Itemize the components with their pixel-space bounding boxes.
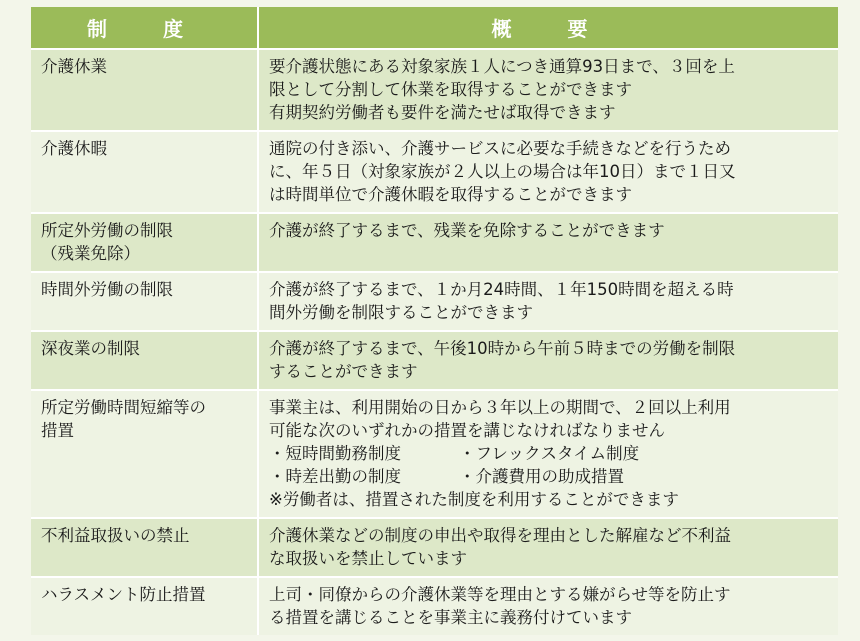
table-row — [31, 331, 838, 390]
summary-line: に、年５日（対象家族が２人以上の場合は年10日）まで１日又 — [269, 162, 736, 181]
summary-line: は時間単位で介護休暇を取得することができます — [269, 185, 632, 204]
summary-line: 事業主は、利用開始の日から３年以上の期間で、２回以上利用 — [269, 398, 731, 417]
row-name: 不利益取扱いの禁止 — [41, 526, 190, 545]
option-item: ・フレックスタイム制度 — [459, 444, 640, 463]
header-system: 制 度 — [31, 7, 258, 49]
option-pair — [269, 442, 830, 465]
table-row — [31, 390, 838, 518]
row-summary-cell — [258, 331, 838, 390]
summary-line: る措置を講じることを事業主に義務付けています — [269, 608, 632, 627]
summary-line: 介護が終了するまで、残業を免除することができます — [269, 221, 665, 240]
summary-line: 可能な次のいずれかの措置を講じなければなりません — [269, 421, 665, 440]
summary-line: 有期契約労働者も要件を満たせば取得できます — [269, 103, 616, 122]
option-pair — [269, 465, 830, 488]
row-summary-cell — [258, 518, 838, 577]
row-name-sub: 措置 — [41, 421, 74, 440]
care-system-table — [31, 7, 838, 635]
summary-line: 上司・同僚からの介護休業等を理由とする嫌がらせ等を防止す — [269, 585, 731, 604]
row-name-cell — [31, 331, 258, 390]
row-summary-cell — [258, 390, 838, 518]
row-name-cell — [31, 131, 258, 213]
table-row — [31, 518, 838, 577]
summary-note: ※労働者は、措置された制度を利用することができます — [269, 490, 679, 509]
row-name: 所定外労働の制限 — [41, 221, 173, 240]
row-name-sub: （残業免除） — [41, 244, 140, 263]
row-name-cell — [31, 49, 258, 131]
row-summary-cell — [258, 213, 838, 272]
option-item: ・時差出勤の制度 — [269, 467, 401, 486]
row-name: ハラスメント防止措置 — [41, 585, 206, 604]
table-row — [31, 213, 838, 272]
row-name: 所定労働時間短縮等の — [41, 398, 206, 417]
table-header-row — [31, 7, 838, 49]
row-name-cell — [31, 213, 258, 272]
row-name: 時間外労働の制限 — [41, 280, 173, 299]
row-summary-cell — [258, 272, 838, 331]
table-row — [31, 131, 838, 213]
table-row — [31, 49, 838, 131]
row-name-cell — [31, 518, 258, 577]
header-summary: 概 要 — [258, 7, 838, 49]
option-item: ・短時間勤務制度 — [269, 444, 401, 463]
summary-line: することができます — [269, 362, 418, 381]
summary-line: 介護休業などの制度の申出や取得を理由とした解雇など不利益 — [269, 526, 731, 545]
summary-line: な取扱いを禁止しています — [269, 549, 467, 568]
summary-line: 介護が終了するまで、午後10時から午前５時までの労働を制限 — [269, 339, 736, 358]
care-leave-table-container — [31, 7, 838, 635]
row-name: 介護休暇 — [41, 139, 107, 158]
summary-line: 通院の付き添い、介護サービスに必要な手続きなどを行うため — [269, 139, 731, 158]
row-name-cell — [31, 272, 258, 331]
option-item: ・介護費用の助成措置 — [459, 467, 624, 486]
row-summary-cell — [258, 49, 838, 131]
row-name-cell — [31, 390, 258, 518]
row-name: 介護休業 — [41, 57, 107, 76]
table-row — [31, 272, 838, 331]
row-name-cell — [31, 577, 258, 635]
summary-line: 間外労働を制限することができます — [269, 303, 533, 322]
summary-line: 要介護状態にある対象家族１人につき通算93日まで、３回を上 — [269, 57, 735, 76]
row-summary-cell — [258, 577, 838, 635]
summary-line: 介護が終了するまで、１か月24時間、１年150時間を超える時 — [269, 280, 734, 299]
row-name: 深夜業の制限 — [41, 339, 140, 358]
table-row — [31, 577, 838, 635]
summary-line: 限として分割して休業を取得することができます — [269, 80, 632, 99]
row-summary-cell — [258, 131, 838, 213]
